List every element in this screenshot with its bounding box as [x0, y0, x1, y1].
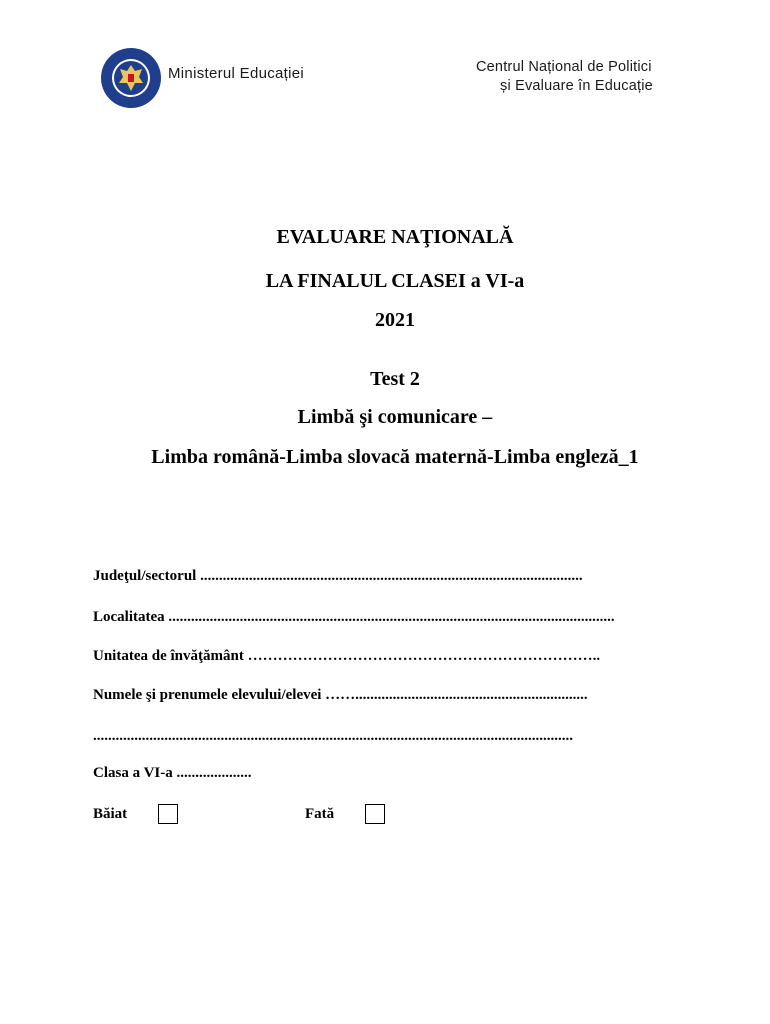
girl-checkbox[interactable] [365, 804, 385, 824]
county-field[interactable]: Judeţul/sectorul ...................................................................................................... [93, 568, 583, 584]
exam-title-line-2: LA FINALUL CLASEI a VI-a [265, 270, 525, 292]
subject: Limbă şi comunicare – [297, 406, 493, 428]
student-name-field[interactable]: Numele şi prenumele elevului/elevei …….............................................................. [93, 687, 588, 703]
student-name-continuation-field[interactable]: ................................................................................................................................ [93, 728, 573, 744]
girl-label: Fată [305, 806, 335, 822]
document-header [0, 0, 770, 120]
exam-year: 2021 [375, 309, 415, 331]
evaluation-centre-name [476, 58, 716, 96]
romanian-government-seal-icon [100, 47, 162, 109]
exam-title-line-1: EVALUARE NAŢIONALĂ [276, 226, 514, 248]
boy-checkbox[interactable] [158, 804, 178, 824]
languages: Limba română-Limba slovacă maternă-Limba engleză_1 [151, 446, 639, 468]
class-field[interactable]: Clasa a VI-a .................... [93, 765, 252, 781]
locality-field[interactable]: Localitatea ....................................................................................................................... [93, 609, 615, 625]
ministry-name: Ministerul Educației [168, 65, 305, 82]
centre-line-2: și Evaluare în Educație [500, 78, 653, 94]
centre-line-1: Centrul Național de Politici [476, 59, 652, 75]
boy-label: Băiat [93, 806, 128, 822]
school-field[interactable]: Unitatea de învăţământ …………………………………………………………….. [93, 648, 601, 664]
test-number: Test 2 [370, 368, 420, 390]
